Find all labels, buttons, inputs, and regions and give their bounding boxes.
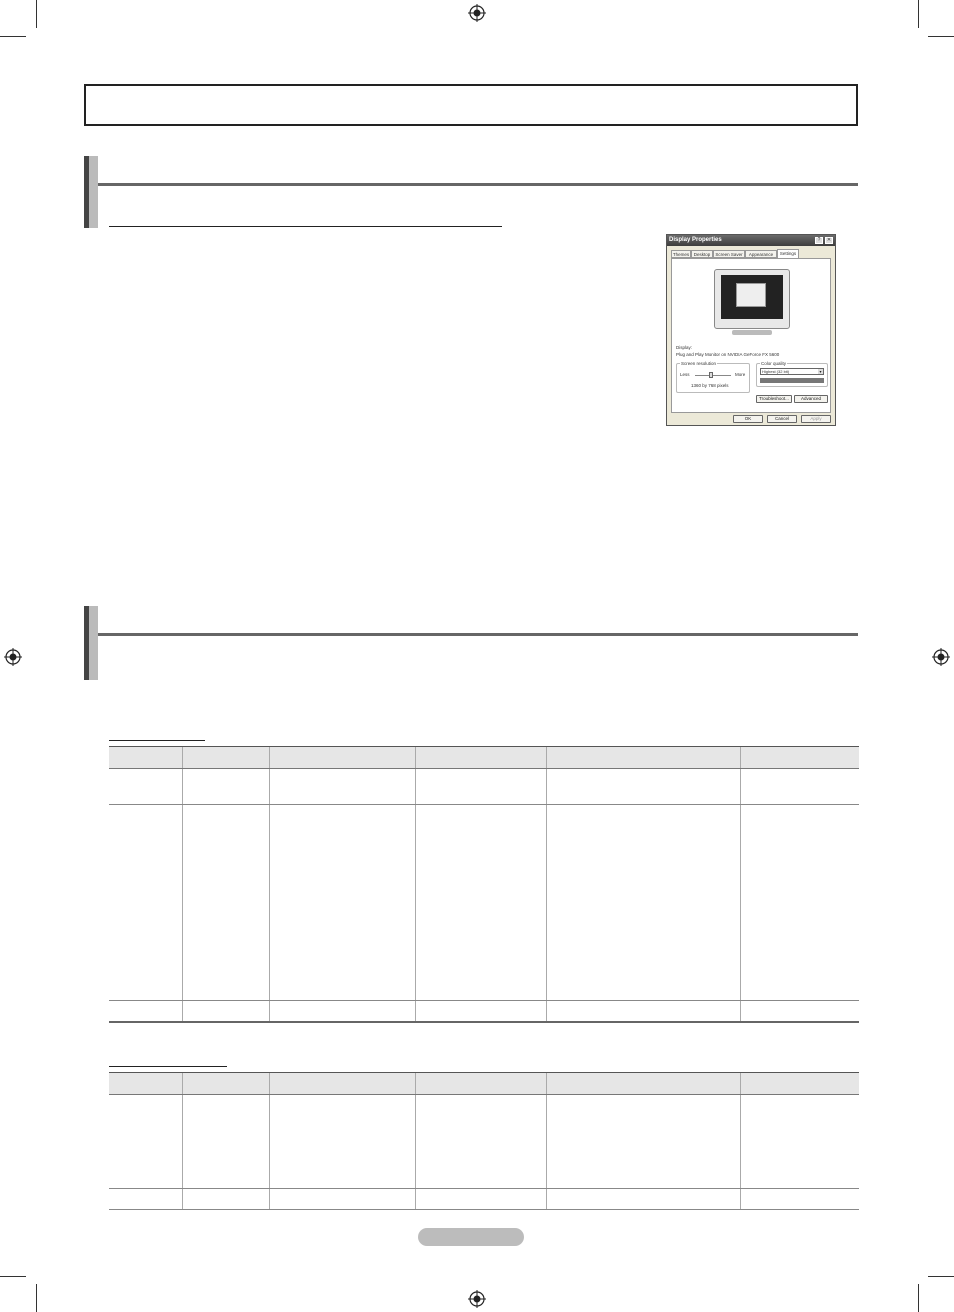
crop-mark — [0, 36, 26, 37]
advanced-button[interactable]: Advanced — [794, 395, 828, 403]
table-row — [109, 1189, 859, 1210]
registration-mark-icon — [468, 4, 486, 22]
cancel-button[interactable]: Cancel — [767, 415, 797, 423]
monitor-base — [732, 330, 772, 335]
tab-appearance[interactable]: Appearance — [745, 250, 777, 258]
section-marker — [84, 606, 98, 680]
display-properties-dialog — [666, 234, 836, 426]
display-value: Plug and Play Monitor on NVIDIA GeForce FX 5600 — [676, 352, 780, 357]
resolution-slider-track[interactable] — [695, 375, 731, 376]
crop-mark — [928, 1276, 954, 1277]
troubleshoot-button[interactable]: Troubleshoot... — [756, 395, 792, 403]
subsection-underline — [109, 1066, 227, 1067]
crop-mark — [36, 1284, 37, 1312]
tab-settings[interactable]: Settings — [777, 249, 799, 259]
settings-panel — [671, 258, 831, 413]
color-quality-select[interactable] — [760, 368, 824, 375]
close-icon[interactable]: ✕ — [826, 237, 832, 243]
crop-mark — [0, 1276, 26, 1277]
registration-mark-icon — [468, 1290, 486, 1308]
resolution-slider-thumb[interactable] — [709, 372, 713, 378]
color-bar — [760, 378, 824, 383]
mode-table — [109, 746, 859, 1023]
mode-table — [109, 1072, 859, 1210]
preview-window — [736, 283, 766, 307]
table-row — [109, 805, 859, 1001]
chevron-down-icon: ▾ — [819, 369, 822, 374]
table-row — [109, 1001, 859, 1022]
section-rule — [98, 183, 858, 186]
table-row — [109, 1095, 859, 1189]
resolution-value: 1360 by 768 pixels — [691, 383, 729, 388]
crop-mark — [918, 1284, 919, 1312]
color-quality-value: Highest (32 bit) — [762, 369, 790, 374]
ok-button[interactable]: OK — [733, 415, 763, 423]
page-number-badge — [418, 1228, 524, 1246]
crop-mark — [918, 0, 919, 28]
tab-screen-saver[interactable]: Screen Saver — [713, 250, 745, 258]
table-header-row — [109, 747, 859, 769]
monitor-screen — [721, 275, 783, 319]
help-icon[interactable]: ? — [815, 237, 823, 244]
section-marker — [84, 156, 98, 228]
registration-mark-icon — [4, 648, 22, 666]
tab-desktop[interactable]: Desktop — [691, 250, 713, 258]
color-quality-group — [756, 363, 828, 387]
crop-mark — [36, 0, 37, 28]
more-label: More — [735, 372, 746, 377]
table-header-row — [109, 1073, 859, 1095]
monitor-preview — [714, 269, 790, 329]
subsection-underline — [109, 226, 502, 227]
subsection-underline — [109, 740, 205, 741]
less-label: Less — [680, 372, 690, 377]
display-label: Display: — [676, 345, 693, 350]
tab-themes[interactable]: Themes — [672, 252, 690, 257]
color-group-label: Color quality — [761, 361, 787, 366]
dialog-title: Display Properties — [667, 235, 835, 246]
apply-button[interactable]: Apply — [801, 415, 831, 423]
registration-mark-icon — [932, 648, 950, 666]
resolution-group — [676, 363, 750, 393]
crop-mark — [928, 36, 954, 37]
resolution-group-label: Screen resolution — [681, 361, 717, 366]
section-rule — [98, 633, 858, 636]
table-row — [109, 769, 859, 805]
page-title-box — [84, 84, 858, 126]
